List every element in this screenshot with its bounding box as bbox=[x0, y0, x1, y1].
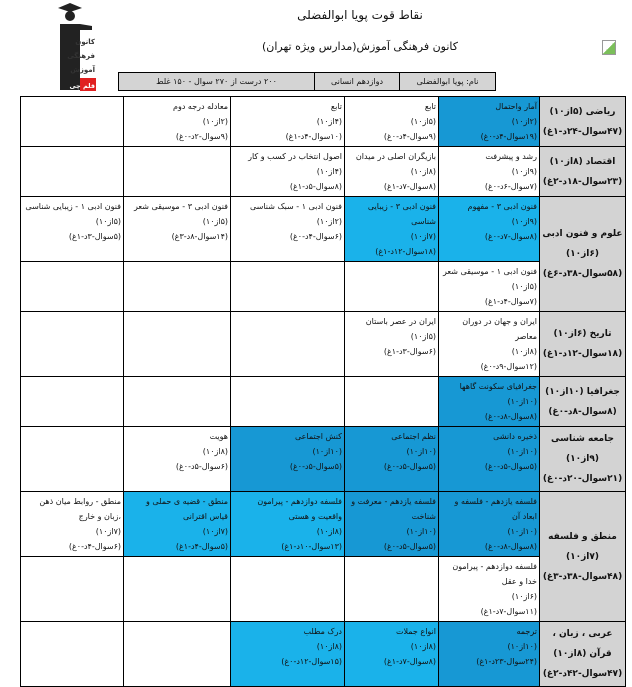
topic-cell bbox=[21, 492, 124, 557]
empty-cell bbox=[124, 557, 231, 622]
empty-cell bbox=[124, 622, 231, 687]
topic-cell bbox=[345, 197, 439, 262]
topic-score: (۹از۱۰) bbox=[511, 167, 537, 176]
topic-title: درک مطلب bbox=[303, 627, 342, 636]
topic-stats: (۶سوال-۳د-۱غ) bbox=[383, 347, 436, 356]
empty-cell bbox=[21, 377, 124, 427]
topic-stats: (۶سوال-۵د-۰غ) bbox=[175, 462, 228, 471]
topic-cell bbox=[439, 377, 540, 427]
table-row bbox=[21, 262, 626, 312]
subject-label bbox=[540, 492, 626, 622]
subject-stats: (۴۷سوال-۴۲د-۲غ) bbox=[542, 669, 623, 679]
topic-stats: (۱۴سوال-۸د-۳غ) bbox=[171, 232, 228, 241]
topic-cell bbox=[439, 197, 540, 262]
topic-title: بازیگران اصلی در میدان bbox=[355, 152, 436, 161]
topic-stats: (۱۰سوال-۴د-۱غ) bbox=[285, 132, 342, 141]
table-row bbox=[21, 197, 626, 262]
topic-stats: (۱۲سوال-۹د-۰غ) bbox=[480, 362, 537, 371]
topic-cell bbox=[124, 197, 231, 262]
empty-cell bbox=[231, 557, 345, 622]
topic-score: (۵از۱۰) bbox=[410, 117, 436, 126]
empty-cell bbox=[231, 262, 345, 312]
empty-cell bbox=[345, 262, 439, 312]
empty-cell bbox=[21, 147, 124, 197]
topic-title: آمار واحتمال bbox=[495, 102, 537, 111]
topic-title: ترجمه bbox=[516, 627, 537, 636]
topic-score: (۲از۱۰) bbox=[511, 117, 537, 126]
empty-cell bbox=[21, 557, 124, 622]
topic-score: (۸از۱۰) bbox=[410, 167, 436, 176]
topic-stats: (۵سوال-۳د-۱غ) bbox=[68, 232, 121, 241]
student-grade: دوازدهم انسانی bbox=[314, 73, 399, 90]
topic-cell bbox=[345, 492, 439, 557]
topic-cell bbox=[345, 622, 439, 687]
topic-score: (۸از۱۰) bbox=[202, 447, 228, 456]
topic-title: منطق - قضیه ی حملی و قیاس اقترانی bbox=[145, 497, 228, 521]
empty-cell bbox=[21, 427, 124, 492]
topic-stats: (۱۵سوال-۱۲د-۰غ) bbox=[281, 657, 342, 666]
topic-score: (۲از۱۰) bbox=[316, 217, 342, 226]
topic-title: تابع bbox=[424, 102, 436, 111]
subject-label bbox=[540, 197, 626, 312]
table-row bbox=[21, 97, 626, 147]
svg-text:فرهنگی: فرهنگی bbox=[67, 52, 95, 60]
topic-stats: (۵سوال-۴د-۱غ) bbox=[175, 542, 228, 551]
topic-score: (۸از۱۰) bbox=[511, 347, 537, 356]
topic-cell bbox=[231, 147, 345, 197]
topic-title: کنش اجتماعی bbox=[294, 432, 342, 441]
topic-title: فلسفه یازدهم - فلسفه و ابعاد آن bbox=[454, 497, 537, 521]
topic-title: اصول انتخاب در کسب و کار bbox=[248, 152, 342, 161]
table-row bbox=[21, 492, 626, 557]
subject-name: تاریخ (۶از۱۰) bbox=[553, 329, 612, 339]
empty-cell bbox=[124, 377, 231, 427]
topic-score: (۹از۱۰) bbox=[511, 217, 537, 226]
svg-text:آموزش: آموزش bbox=[70, 66, 95, 74]
topic-cell bbox=[21, 197, 124, 262]
empty-cell bbox=[124, 262, 231, 312]
subject-name: جغرافیا (۱۰از۱۰) bbox=[545, 386, 620, 397]
subject-stats: (۲۳سوال-۱۸د-۲غ) bbox=[542, 176, 623, 187]
subject-label bbox=[540, 312, 626, 377]
topic-score: (۵از۱۰) bbox=[511, 282, 537, 291]
topic-score: (۴از۱۰) bbox=[316, 167, 342, 176]
topic-score: (۸از۱۰) bbox=[316, 527, 342, 536]
table-row bbox=[21, 557, 626, 622]
table-row bbox=[21, 427, 626, 492]
topic-score: (۱۰از۱۰) bbox=[507, 527, 537, 536]
topic-stats: (۱۱سوال-۷د-۱غ) bbox=[480, 607, 537, 616]
topic-title: معادله درجه دوم bbox=[173, 102, 228, 111]
topic-stats: (۹سوال-۴د-۰غ) bbox=[383, 132, 436, 141]
topic-stats: (۸سوال-۷د-۰غ) bbox=[484, 232, 537, 241]
empty-cell bbox=[21, 312, 124, 377]
subject-label bbox=[540, 622, 626, 687]
topic-cell bbox=[231, 427, 345, 492]
topic-stats: (۱۸سوال-۱۲د-۱غ) bbox=[375, 247, 436, 256]
topic-title: هویت bbox=[209, 432, 228, 441]
topic-stats: (۵سوال-۵د-۰غ) bbox=[383, 462, 436, 471]
topic-cell bbox=[124, 97, 231, 147]
subject-stats: (۲۱سوال-۲۰د-۰غ) bbox=[542, 474, 623, 484]
subject-stats: (۵۸سوال-۳۸د-۶غ) bbox=[542, 269, 623, 279]
topic-score: (۷از۱۰) bbox=[410, 232, 436, 241]
topic-score: (۱۰از۱۰) bbox=[312, 447, 342, 456]
topic-cell bbox=[439, 492, 540, 557]
topic-cell bbox=[439, 97, 540, 147]
topic-stats: (۷سوال-۶د-۰غ) bbox=[484, 182, 537, 191]
strengths-table bbox=[20, 96, 626, 687]
table-row bbox=[21, 312, 626, 377]
topic-title: ایران و جهان در دوران معاصر bbox=[462, 317, 537, 341]
topic-stats: (۸سوال-۵د-۱غ) bbox=[289, 182, 342, 191]
topic-cell bbox=[231, 97, 345, 147]
topic-score: (۵از۱۰) bbox=[95, 217, 121, 226]
topic-stats: (۸سوال-۸د-۰غ) bbox=[484, 542, 537, 551]
topic-stats: (۹سوال-۲د-۰غ) bbox=[175, 132, 228, 141]
topic-title: فلسفه دوازدهم - پیرامون خدا و عقل bbox=[452, 562, 537, 586]
topic-score: (۴از۱۰) bbox=[316, 117, 342, 126]
topic-title: ذخیره دانشی bbox=[493, 432, 537, 441]
topic-stats: (۲۴سوال-۲۳د-۱غ) bbox=[476, 657, 537, 666]
subject-label bbox=[540, 427, 626, 492]
subject-label bbox=[540, 147, 626, 197]
empty-cell bbox=[231, 377, 345, 427]
topic-title: فنون ادبی ۳ - مفهوم bbox=[467, 202, 537, 211]
subject-name: اقتصاد (۸از۱۰) bbox=[549, 156, 616, 167]
topic-title: رشد و پیشرفت bbox=[485, 152, 537, 161]
subject-stats: (۸سوال-۸د-۰غ) bbox=[548, 406, 617, 417]
topic-cell bbox=[345, 147, 439, 197]
topic-stats: (۱۳سوال-۱۰د-۱غ) bbox=[281, 542, 342, 551]
subject-name: عربی ، زبان ، قرآن (۸از۱۰) bbox=[552, 629, 613, 659]
subject-name: علوم و فنون ادبی (۶از۱۰) bbox=[542, 229, 623, 259]
topic-title: فنون ادبی ۳ - زیبایی شناسی bbox=[367, 202, 436, 226]
topic-score: (۱۰از۱۰) bbox=[507, 642, 537, 651]
topic-cell bbox=[439, 427, 540, 492]
topic-stats: (۵سوال-۵د-۰غ) bbox=[484, 462, 537, 471]
topic-title: نظم اجتماعی bbox=[391, 432, 436, 441]
empty-cell bbox=[21, 97, 124, 147]
empty-cell bbox=[345, 557, 439, 622]
topic-title: منطق - روابط میان ذهن ،زبان و خارج bbox=[39, 497, 121, 521]
topic-score: (۱۰از۱۰) bbox=[507, 447, 537, 456]
empty-cell bbox=[345, 377, 439, 427]
topic-stats: (۸سوال-۷د-۱غ) bbox=[383, 182, 436, 191]
kanoon-logo bbox=[40, 2, 96, 92]
topic-stats: (۸سوال-۸د-۰غ) bbox=[484, 412, 537, 421]
empty-cell bbox=[21, 622, 124, 687]
topic-title: انواع جملات bbox=[396, 627, 436, 636]
topic-cell bbox=[124, 427, 231, 492]
topic-score: (۶از۱۰) bbox=[511, 592, 537, 601]
topic-score: (۱۰از۱۰) bbox=[406, 527, 436, 536]
topic-title: فنون ادبی ۳ - موسیقی شعر bbox=[133, 202, 228, 211]
empty-cell bbox=[231, 312, 345, 377]
empty-cell bbox=[124, 147, 231, 197]
topic-title: فنون ادبی ۱ - موسیقی شعر bbox=[442, 267, 537, 276]
topic-cell bbox=[345, 97, 439, 147]
student-name: نام: پویا ابوالفضلی bbox=[399, 73, 495, 90]
topic-cell bbox=[345, 312, 439, 377]
topic-cell bbox=[439, 557, 540, 622]
page-title: نقاط قوت پویا ابوالفضلی bbox=[297, 8, 423, 22]
topic-title: ایران در عصر باستان bbox=[365, 317, 436, 326]
empty-cell bbox=[21, 262, 124, 312]
table-row bbox=[21, 147, 626, 197]
topic-cell bbox=[231, 622, 345, 687]
topic-cell bbox=[231, 492, 345, 557]
topic-score: (۵از۱۰) bbox=[410, 332, 436, 341]
empty-cell bbox=[124, 312, 231, 377]
topic-stats: (۶سوال-۴د-۰غ) bbox=[68, 542, 121, 551]
subject-stats: (۴۷سوال-۲۴د-۱غ) bbox=[542, 126, 623, 137]
topic-title: فنون ادبی ۱ - سبک شناسی bbox=[249, 202, 342, 211]
subject-label bbox=[540, 97, 626, 147]
topic-cell bbox=[439, 147, 540, 197]
topic-title: فلسفه دوازدهم - پیرامون واقعیت و هستی bbox=[257, 497, 342, 521]
topic-stats: (۱۹سوال-۴د-۰غ) bbox=[480, 132, 537, 141]
topic-score: (۸از۱۰) bbox=[316, 642, 342, 651]
topic-title: جغرافیای سکونت گاهها bbox=[459, 382, 537, 391]
topic-stats: (۵سوال-۵د-۰غ) bbox=[383, 542, 436, 551]
broken-image-icon bbox=[602, 40, 616, 55]
page-subtitle: کانون فرهنگی آموزش(مدارس ویژه تهران) bbox=[261, 40, 459, 53]
topic-score: (۱۰از۱۰) bbox=[507, 397, 537, 406]
subject-stats: (۴۸سوال-۳۸د-۳غ) bbox=[542, 571, 623, 582]
topic-cell bbox=[439, 262, 540, 312]
topic-cell bbox=[439, 622, 540, 687]
topic-score: (۸از۱۰) bbox=[410, 642, 436, 651]
topic-score: (۲از۱۰) bbox=[202, 117, 228, 126]
svg-text:قلم چی: قلم چی bbox=[69, 82, 95, 90]
student-info-bar bbox=[118, 72, 496, 91]
topic-stats: (۶سوال-۴د-۰غ) bbox=[289, 232, 342, 241]
subject-stats: (۱۸سوال-۱۲د-۱غ) bbox=[542, 349, 623, 359]
topic-cell bbox=[231, 197, 345, 262]
topic-title: تابع bbox=[330, 102, 342, 111]
topic-stats: (۷سوال-۴د-۱غ) bbox=[484, 297, 537, 306]
table-row bbox=[21, 377, 626, 427]
topic-score: (۷از۱۰) bbox=[202, 527, 228, 536]
topic-score: (۱۰از۱۰) bbox=[406, 447, 436, 456]
subject-name: ریاضی (۵از۱۰) bbox=[549, 106, 616, 117]
score-summary: ۲۰۰ درست از ۲۷۰ سوال - ۱۵۰ غلط bbox=[156, 77, 277, 86]
topic-cell bbox=[439, 312, 540, 377]
topic-score: (۷از۱۰) bbox=[95, 527, 121, 536]
svg-text:کانون: کانون bbox=[75, 38, 95, 46]
subject-name: جامعه شناسی (۹از۱۰) bbox=[551, 434, 614, 464]
topic-title: فلسفه یازدهم - معرفت و شناخت bbox=[351, 497, 436, 521]
topic-title: فنون ادبی ۱ - زیبایی شناسی bbox=[25, 202, 121, 211]
topic-stats: (۸سوال-۷د-۱غ) bbox=[383, 657, 436, 666]
topic-score: (۵از۱۰) bbox=[202, 217, 228, 226]
subject-label bbox=[540, 377, 626, 427]
topic-cell bbox=[345, 427, 439, 492]
table-row bbox=[21, 622, 626, 687]
topic-cell bbox=[124, 492, 231, 557]
subject-name: منطق و فلسفه (۷از۱۰) bbox=[548, 531, 617, 562]
topic-stats: (۵سوال-۵د-۰غ) bbox=[289, 462, 342, 471]
